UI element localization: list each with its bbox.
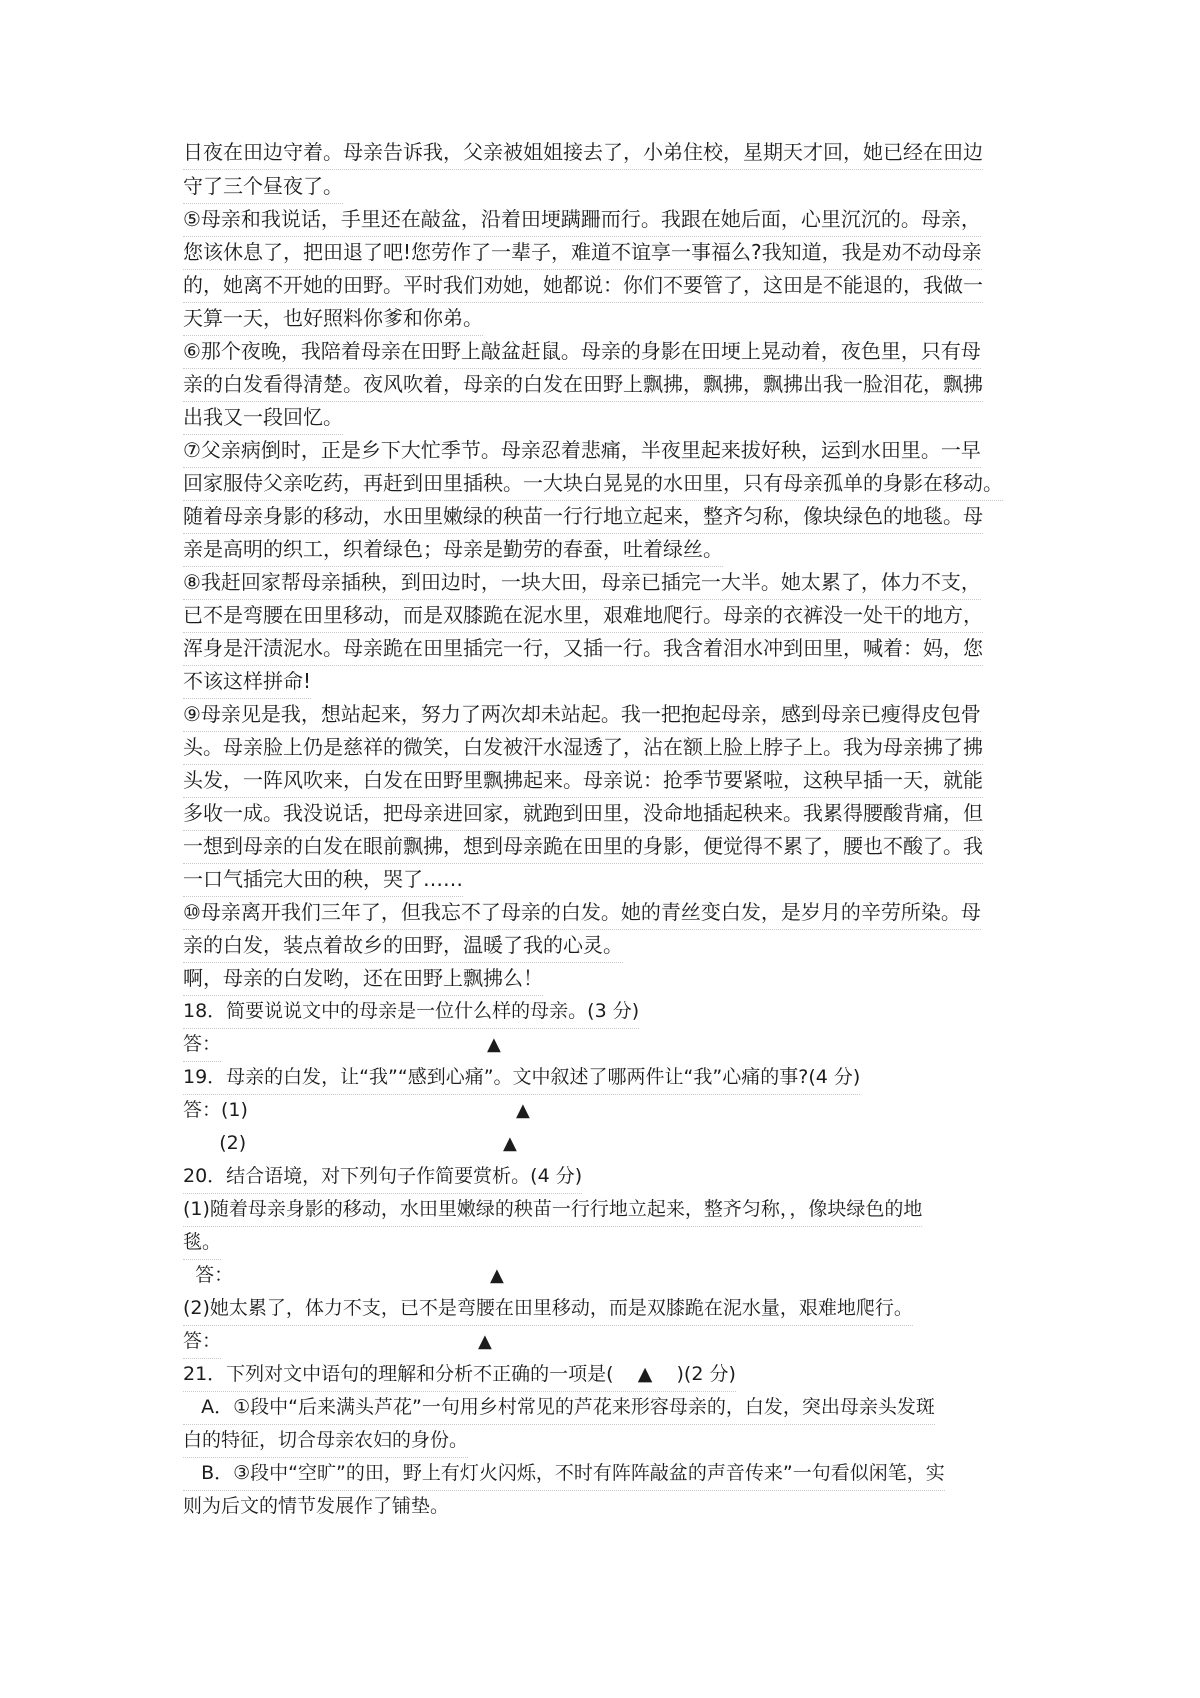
passage-closing-line: 啊，母亲的白发哟，还在田野上飘拂么！ [183, 962, 543, 996]
passage-line: 一想到母亲的白发在眼前飘拂，想到母亲跪在田里的身影，便觉得不累了，腰也不酸了。我 [183, 830, 983, 864]
passage-line: 您该休息了，把田退了吧!您劳作了一辈子，难道不谊享一事福么?我知道，我是劝不动母亲 [183, 236, 982, 270]
passage-line: 多收一成。我没说话，把母亲进回家，就跑到田里，没命地插起秧来。我累得腰酸背痛，但 [183, 797, 983, 831]
answer-20-part-2-marker: ▲ [478, 1331, 492, 1352]
passage-line: 一口气插完大田的秧，哭了…… [183, 863, 463, 897]
option-b-cont: 则为后文的情节发展作了铺垫。 [183, 1495, 450, 1517]
passage-line: 天算一天，也好照料你爹和你弟。 [183, 302, 483, 336]
passage-line: 守了三个昼夜了。 [183, 170, 343, 204]
option-a-cont: 白的特征，切合母亲农妇的身份。 [183, 1424, 468, 1458]
question-18: 18．简要说说文中的母亲是一位什么样的母亲。(3 分) [183, 995, 639, 1029]
answer-18-label: 答： [183, 1028, 221, 1062]
passage-line: 亲的白发，装点着故乡的田野，温暖了我的心灵。 [183, 929, 623, 963]
paragraph-5-line: ⑤母亲和我说话，手里还在敲盆，沿着田埂蹒跚而行。我跟在她后面，心里沉沉的。母亲， [183, 203, 981, 237]
passage-line: 日夜在田边守着。母亲告诉我，父亲被姐姐接去了，小弟住校，星期天才回，她已经在田边 [183, 136, 983, 170]
answer-19-part-1-marker: ▲ [516, 1100, 530, 1121]
passage-line: 头发，一阵风吹来，白发在田野里飘拂起来。母亲说：抢季节要紧啦，这秧早插一天，就能 [183, 764, 983, 798]
answer-19-part-2-label: (2) [183, 1132, 247, 1154]
question-19: 19．母亲的白发，让“我”“感到心痛”。文中叙述了哪两件让“我”心痛的事?(4 分) [183, 1061, 860, 1095]
passage-line: 亲的白发看得清楚。夜风吹着，母亲的白发在田野上飘拂，飘拂，飘拂出我一脸泪花，飘拂 [183, 368, 983, 402]
passage-line: 不该这样拼命! [183, 665, 311, 699]
answer-18-blank-marker: ▲ [487, 1034, 501, 1055]
question-20-part-1: (1)随着母亲身影的移动，水田里嫩绿的秧苗一行行地立起来，整齐匀称，，像块绿色的地 [183, 1193, 922, 1227]
passage-line: 亲是高明的织工，织着绿色；母亲是勤劳的春蚕，吐着绿丝。 [183, 533, 723, 567]
question-20-part-2: (2)她太累了，体力不支，已不是弯腰在田里移动，而是双膝跪在泥水量，艰难地爬行。 [183, 1292, 913, 1326]
question-20-part-1-cont: 毯。 [183, 1226, 221, 1260]
answer-19-part-1-label: 答：(1) [183, 1099, 248, 1121]
passage-line: 随着母亲身影的移动，水田里嫩绿的秧苗一行行地立起来，整齐匀称，像块绿色的地毯。母 [183, 500, 983, 534]
paragraph-9-line: ⑨母亲见是我，想站起来，努力了两次却未站起。我一把抱起母亲，感到母亲已瘦得皮包骨 [183, 698, 981, 732]
paragraph-8-line: ⑧我赶回家帮母亲插秧，到田边时，一块大田，母亲已插完一大半。她太累了，体力不支， [183, 566, 981, 600]
answer-20-part-1-label: 答： [183, 1264, 234, 1286]
answer-20-part-2-label: 答： [183, 1325, 221, 1359]
question-20: 20．结合语境，对下列句子作简要赏析。(4 分) [183, 1160, 582, 1194]
passage-line: 出我又一段回忆。 [183, 401, 343, 435]
passage-line: 回家服侍父亲吃药，再赶到田里插秧。一大块白晃晃的水田里，只有母亲孤单的身影在移动。 [183, 467, 1003, 501]
paragraph-6-line: ⑥那个夜晚，我陪着母亲在田野上敲盆赶鼠。母亲的身影在田埂上晃动着，夜色里，只有母 [183, 335, 981, 369]
passage-line: 已不是弯腰在田里移动，而是双膝跪在泥水里，艰难地爬行。母亲的衣裤没一处干的地方， [183, 599, 983, 633]
passage-line: 的，她离不开她的田野。平时我们劝她，她都说：你们不要管了，这田是不能退的，我做一 [183, 269, 983, 303]
question-21: 21．下列对文中语句的理解和分析不正确的一项是( ▲ )(2 分) [183, 1358, 736, 1392]
paragraph-10-line: ⑩母亲离开我们三年了，但我忘不了母亲的白发。她的青丝变白发，是岁月的辛劳所染。母 [183, 896, 981, 930]
option-a: A．①段中“后来满头芦花”一句用乡村常见的芦花来形容母亲的，白发，突出母亲头发斑 [183, 1391, 935, 1425]
passage-line: 头。母亲脸上仍是慈祥的微笑，白发被汗水湿透了，沾在额上脸上脖子上。我为母亲拂了拂 [183, 731, 983, 765]
paragraph-7-line: ⑦父亲病倒时，正是乡下大忙季节。母亲忍着悲痛，半夜里起来拔好秧，运到水田里。一早 [183, 434, 981, 468]
answer-20-part-1-marker: ▲ [490, 1265, 504, 1286]
passage-line: 浑身是汗渍泥水。母亲跪在田里插完一行，又插一行。我含着泪水冲到田里，喊着：妈，您 [183, 632, 983, 666]
option-b: B．③段中“空旷”的田，野上有灯火闪烁，不时有阵阵敲盆的声音传来”一句看似闲笔，实 [183, 1457, 945, 1491]
answer-19-part-2-marker: ▲ [503, 1133, 517, 1154]
